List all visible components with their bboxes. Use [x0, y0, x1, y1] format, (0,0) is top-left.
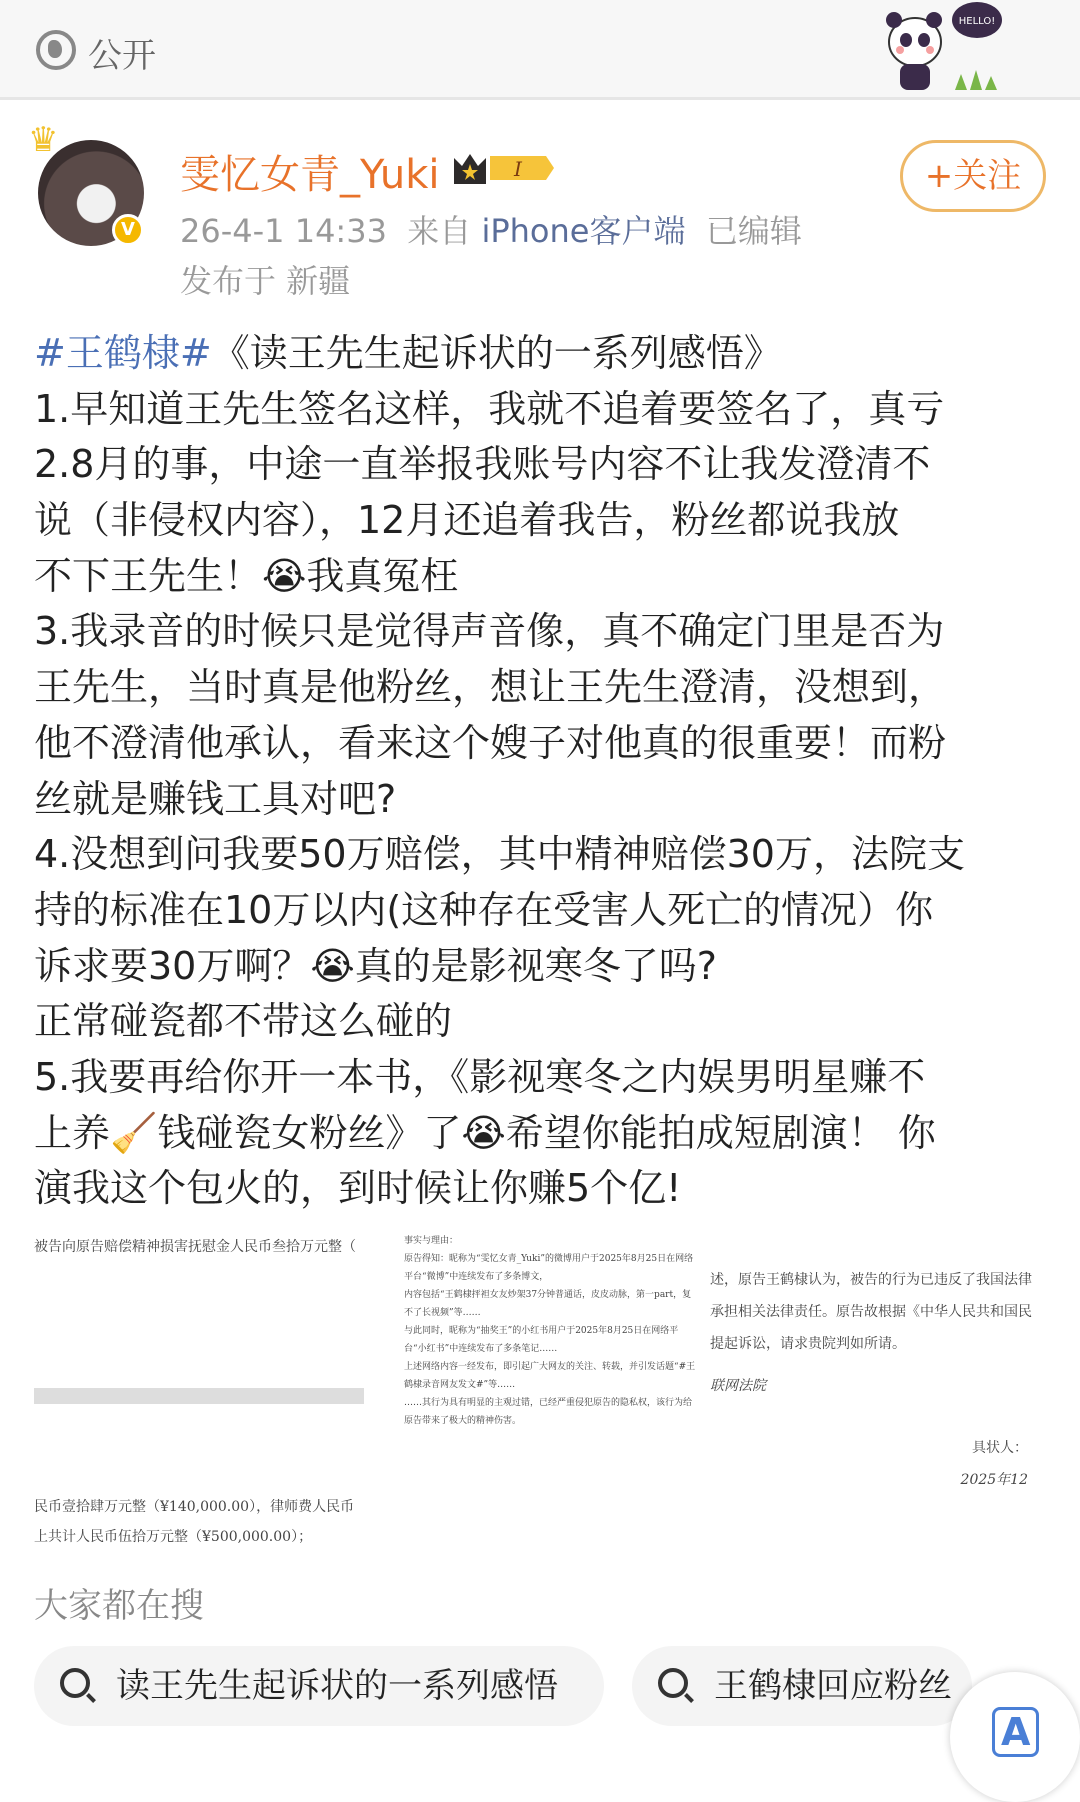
post-time: 26-4-1 14:33	[180, 212, 387, 250]
post-line: 2.8月的事，中途一直举报我账号内容不让我发澄清不	[34, 442, 931, 487]
post-image-2[interactable]	[400, 1228, 700, 1554]
doc-divider	[34, 1388, 364, 1404]
search-icon	[658, 1668, 688, 1698]
chip-label: 读王先生起诉状的一系列感悟	[116, 1666, 558, 1706]
doc-text: 被告向原告赔偿精神损害抚慰金人民币叁拾万元整（	[34, 1239, 356, 1255]
hashtag-link[interactable]: #王鹤棣#	[34, 331, 212, 375]
post-line: 上养🧹钱碰瓷女粉丝》了😭希望你能拍成短剧演！ 你	[34, 1110, 936, 1155]
doc-text: 承担相关法律责任。原告故根据《中华人民共和国民	[710, 1304, 1032, 1320]
post-body	[34, 326, 1054, 1217]
doc-text: 事实与理由：	[404, 1236, 459, 1246]
doc-text: ……其行为具有明显的主观过错，已经严重侵犯原告的隐私权，该行为给原告带来了极大的精神伤害。	[404, 1398, 693, 1426]
sticker-text: HELLO!	[958, 16, 996, 27]
doc-text: 述，原告王鹤棣认为，被告的行为已违反了我国法律	[710, 1272, 1032, 1288]
doc-text: 上述网络内容一经发布，即引起广大网友的关注、转载，并引发话题“#王鹤棣录音网友发文#”等……	[404, 1362, 696, 1390]
post-line: 1.早知道王先生签名这样，我就不追着要签名了，真亏	[34, 386, 945, 431]
edited-label[interactable]: 已编辑	[705, 212, 802, 250]
doc-text: 与此同时，昵称为“抽奖王”的小红书用户于2025年8月25日在网络平台“小红书”中连续发布了多条笔记……	[404, 1326, 679, 1354]
post-meta	[180, 206, 802, 252]
post-line: 不下王先生！😭我真冤枉	[34, 553, 459, 598]
post-line: 演我这个包火的，到时候让你赚5个亿!	[34, 1166, 682, 1211]
panda-sticker-icon	[870, 0, 1005, 95]
post-location: 发布于 新疆	[180, 262, 351, 300]
post-line: 丝就是赚钱工具对吧?	[34, 776, 397, 821]
doc-text: 内容包括“王鹤棣抨袒女友炒架37分钟普通话，皮皮动脉，第一part，复不了长视频”等……	[404, 1290, 692, 1318]
post-line: 3.我录音的时候只是觉得声音像，真不确定门里是否为	[34, 609, 945, 654]
follow-button[interactable]: +关注	[900, 140, 1046, 212]
post-image-1[interactable]	[34, 1228, 364, 1554]
source-prefix: 来自	[407, 212, 472, 250]
post-line: 正常碰瓷都不带这么碰的	[34, 999, 453, 1044]
member-level-badge-icon[interactable]	[452, 150, 558, 186]
scan-text-icon: A	[992, 1707, 1039, 1757]
search-icon	[60, 1668, 90, 1698]
post-line: 《读王先生起诉状的一系列感悟》	[211, 331, 782, 375]
post-line: 王先生，当时真是他粉丝，想让王先生澄清，没想到，	[34, 665, 947, 710]
doc-text: 具状人：	[972, 1440, 1028, 1456]
trending-title: 大家都在搜	[34, 1586, 204, 1626]
post-line: 持的标准在10万以内(这种存在受害人死亡的情况）你	[34, 887, 934, 932]
crown-icon: ♛	[28, 120, 59, 160]
doc-text: 原告得知：昵称为“雯忆女青_Yuki”的微博用户于2025年8月25日在网络平台“微博”中连续发布了多条博文，	[404, 1254, 694, 1282]
post-source[interactable]: iPhone客户端	[481, 212, 686, 250]
globe-icon	[36, 30, 76, 70]
post-line: 诉求要30万啊？😭真的是影视寒冬了吗?	[34, 943, 717, 988]
doc-text: 上共计人民币伍拾万元整（¥500,000.00）；	[34, 1529, 313, 1545]
svg-text:I: I	[514, 157, 522, 181]
verified-badge-icon: V	[112, 214, 144, 246]
post-line: 5.我要再给你开一本书，《影视寒冬之内娱男明星赚不	[34, 1054, 926, 1099]
doc-date: 2025年12	[960, 1472, 1028, 1488]
post-line: 说（非侵权内容），12月还追着我告，粉丝都说我放	[34, 498, 900, 543]
username[interactable]: 雯忆女青_Yuki	[180, 152, 440, 198]
doc-signature: 联网法院	[710, 1378, 766, 1394]
chip-label: 王鹤棣回应粉丝	[714, 1666, 952, 1706]
post-line: 他不澄清他承认，看来这个嫂子对他真的很重要！而粉	[34, 720, 947, 765]
doc-text: 民币壹拾肆万元整（¥140,000.00），律师费人民币	[34, 1499, 355, 1515]
text-recognition-button[interactable]	[950, 1672, 1080, 1802]
doc-text: 提起诉讼，请求贵院判如所请。	[710, 1336, 906, 1352]
trending-search-chip[interactable]	[34, 1646, 604, 1726]
post-image-3[interactable]	[710, 1228, 1048, 1554]
post-line: 4.没想到问我要50万赔偿，其中精神赔偿30万，法院支	[34, 832, 965, 877]
visibility-label[interactable]: 公开	[88, 36, 156, 76]
trending-search-chip[interactable]	[632, 1646, 972, 1726]
